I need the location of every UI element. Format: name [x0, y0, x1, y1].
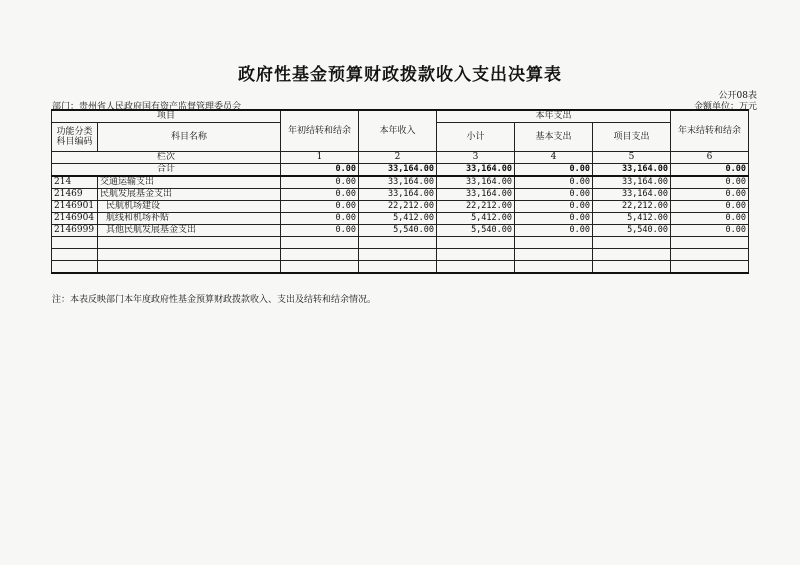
- form-code: 公开08表: [718, 91, 757, 101]
- column-index: 4: [515, 152, 593, 164]
- amount-cell: 33,164.00: [593, 189, 671, 201]
- amount-cell: 0.00: [515, 176, 593, 189]
- subject-name-cell: 民航发展基金支出: [98, 189, 281, 201]
- column-index-label: 栏次: [52, 152, 281, 164]
- amount-cell: 0.00: [515, 225, 593, 237]
- total-value: 0.00: [281, 164, 359, 177]
- func-code-cell: 214: [52, 176, 98, 189]
- column-index: 2: [359, 152, 437, 164]
- total-value: 33,164.00: [593, 164, 671, 177]
- department-label: 部门：贵州省人民政府国有资产监督管理委员会: [52, 102, 242, 112]
- header-item: 项目: [52, 110, 281, 123]
- table-row: [52, 189, 749, 201]
- total-value: 33,164.00: [359, 164, 437, 177]
- func-code-cell: 2146904: [52, 213, 98, 225]
- table-row: [52, 201, 749, 213]
- column-index: 5: [593, 152, 671, 164]
- column-index: 6: [671, 152, 749, 164]
- empty-row: [52, 237, 749, 249]
- amount-cell: 22,212.00: [437, 201, 515, 213]
- header-subtotal: 小计: [437, 123, 515, 152]
- amount-cell: 5,540.00: [359, 225, 437, 237]
- amount-cell: 5,412.00: [359, 213, 437, 225]
- header-closing-balance: 年末结转和结余: [671, 110, 749, 152]
- amount-cell: 0.00: [671, 225, 749, 237]
- subject-name-cell: 民航机场建设: [98, 201, 281, 213]
- empty-row: [52, 249, 749, 261]
- amount-cell: 0.00: [671, 189, 749, 201]
- table-row: [52, 225, 749, 237]
- amount-cell: 33,164.00: [593, 176, 671, 189]
- amount-cell: 22,212.00: [359, 201, 437, 213]
- amount-cell: 0.00: [281, 189, 359, 201]
- amount-unit: 金额单位：万元: [693, 102, 757, 112]
- header-current-expense: 本年支出: [437, 110, 671, 123]
- amount-cell: 0.00: [281, 201, 359, 213]
- fund-table: [51, 109, 749, 274]
- table-row: [52, 213, 749, 225]
- amount-cell: 5,412.00: [437, 213, 515, 225]
- column-index: 1: [281, 152, 359, 164]
- amount-cell: 0.00: [671, 176, 749, 189]
- total-row: [52, 164, 749, 177]
- amount-cell: 5,412.00: [593, 213, 671, 225]
- amount-cell: 22,212.00: [593, 201, 671, 213]
- total-value: 0.00: [515, 164, 593, 177]
- func-code-cell: 2146999: [52, 225, 98, 237]
- amount-cell: 0.00: [281, 176, 359, 189]
- amount-cell: 5,540.00: [593, 225, 671, 237]
- table-row: [52, 176, 749, 189]
- total-value: 0.00: [671, 164, 749, 177]
- header-project-expense: 项目支出: [593, 123, 671, 152]
- header-basic-expense: 基本支出: [515, 123, 593, 152]
- amount-cell: 5,540.00: [437, 225, 515, 237]
- total-value: 33,164.00: [437, 164, 515, 177]
- amount-cell: 0.00: [281, 213, 359, 225]
- header-subject-name: 科目名称: [98, 123, 281, 152]
- amount-cell: 0.00: [515, 213, 593, 225]
- header-func-code: 功能分类科目编码: [52, 123, 98, 152]
- footnote: 注：本表反映部门本年度政府性基金预算财政拨款收入、支出及结转和结余情况。: [52, 295, 377, 305]
- amount-cell: 33,164.00: [359, 189, 437, 201]
- amount-cell: 33,164.00: [437, 189, 515, 201]
- header-current-income: 本年收入: [359, 110, 437, 152]
- amount-cell: 0.00: [515, 201, 593, 213]
- subject-name-cell: 其他民航发展基金支出: [98, 225, 281, 237]
- amount-cell: 33,164.00: [437, 176, 515, 189]
- amount-cell: 0.00: [515, 189, 593, 201]
- empty-row: [52, 261, 749, 274]
- column-index: 3: [437, 152, 515, 164]
- amount-cell: 0.00: [671, 201, 749, 213]
- total-label: 合计: [52, 164, 281, 177]
- subject-name-cell: 交通运输支出: [98, 176, 281, 189]
- amount-cell: 0.00: [671, 213, 749, 225]
- func-code-cell: 2146901: [52, 201, 98, 213]
- func-code-cell: 21469: [52, 189, 98, 201]
- page-title: 政府性基金预算财政拨款收入支出决算表: [238, 65, 562, 85]
- subject-name-cell: 航线和机场补贴: [98, 213, 281, 225]
- amount-cell: 0.00: [281, 225, 359, 237]
- header-opening-balance: 年初结转和结余: [281, 110, 359, 152]
- amount-cell: 33,164.00: [359, 176, 437, 189]
